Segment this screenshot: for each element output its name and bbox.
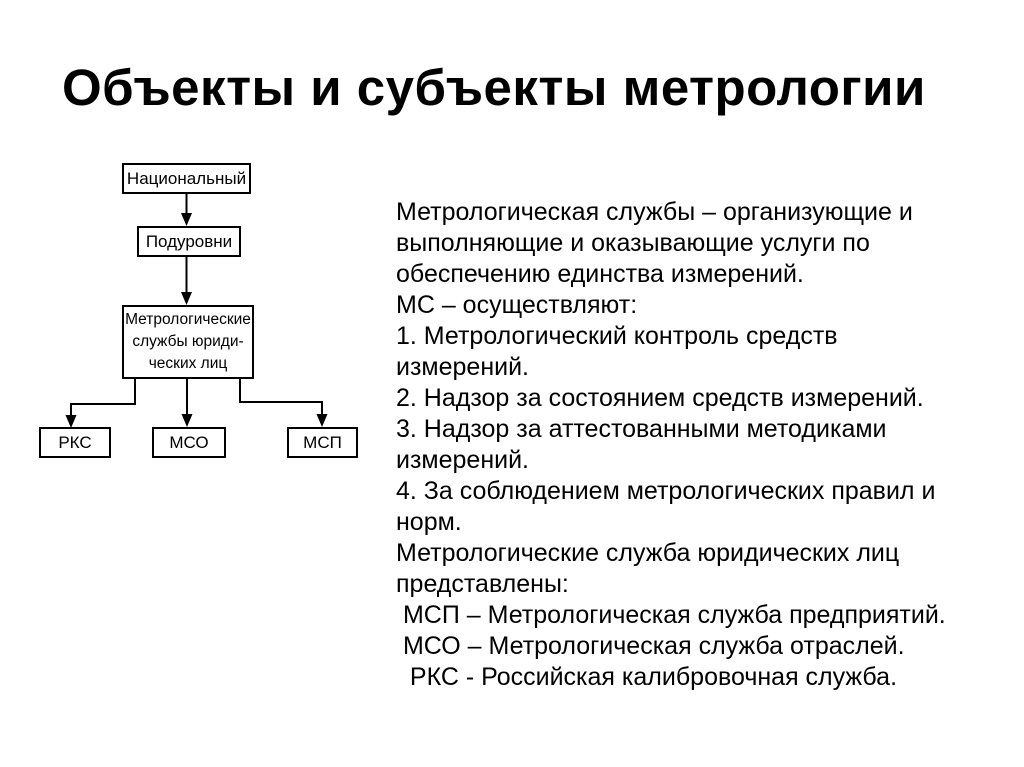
body-line: МСП – Метрологическая служба предприятий. [396,601,946,629]
metrology-services-flowchart [0,0,390,480]
flowchart-node-legal-line-2: службы юриди- [132,333,244,350]
body-line: выполняющие и оказывающие услуги по [396,229,870,257]
body-line: измерений. [396,446,530,474]
body-line: МС – осуществляют: [396,291,638,319]
flowchart-node-legal-line-3: ческих лиц [148,355,228,372]
arrow-legal-to-rks [66,379,136,428]
body-line: 2. Надзор за состоянием средств измерений. [396,384,924,412]
body-line: норм. [396,508,462,536]
flowchart-node-national: Национальный [122,163,251,194]
flowchart-node-mso: МСО [152,427,226,458]
body-text-block [396,197,996,693]
body-line: Метрологическая службы – организующие и [396,198,913,226]
body-line: 4. За соблюдением метрологических правил и [396,477,936,505]
slide-title: Объекты и субъекты метрологии [62,59,926,116]
body-line: РКС - Российская калибровочная служба. [396,663,898,691]
body-line: МСО – Метрологическая служба отраслей. [396,632,905,660]
arrow-sublevels-to-legal [181,257,192,305]
body-line: 3. Надзор за аттестованными методиками [396,415,887,443]
arrow-legal-to-msp [240,379,328,427]
body-line: Метрологические служба юридических лиц [396,539,900,567]
body-line: 1. Метрологический контроль средств [396,322,838,350]
body-line: обеспечению единства измерений. [396,260,804,288]
flowchart-node-msp: МСП [287,427,358,458]
flowchart-node-legal-entities [122,305,254,379]
flowchart-node-legal-line-1: Метрологические [125,311,251,328]
flowchart-node-sublevels: Подуровни [137,226,241,257]
body-line: представлены: [396,570,569,598]
arrow-national-to-sublevels [181,194,192,226]
arrow-legal-to-mso [182,379,193,427]
flowchart-node-rks: РКС [39,427,111,458]
body-line: измерений. [396,353,530,381]
